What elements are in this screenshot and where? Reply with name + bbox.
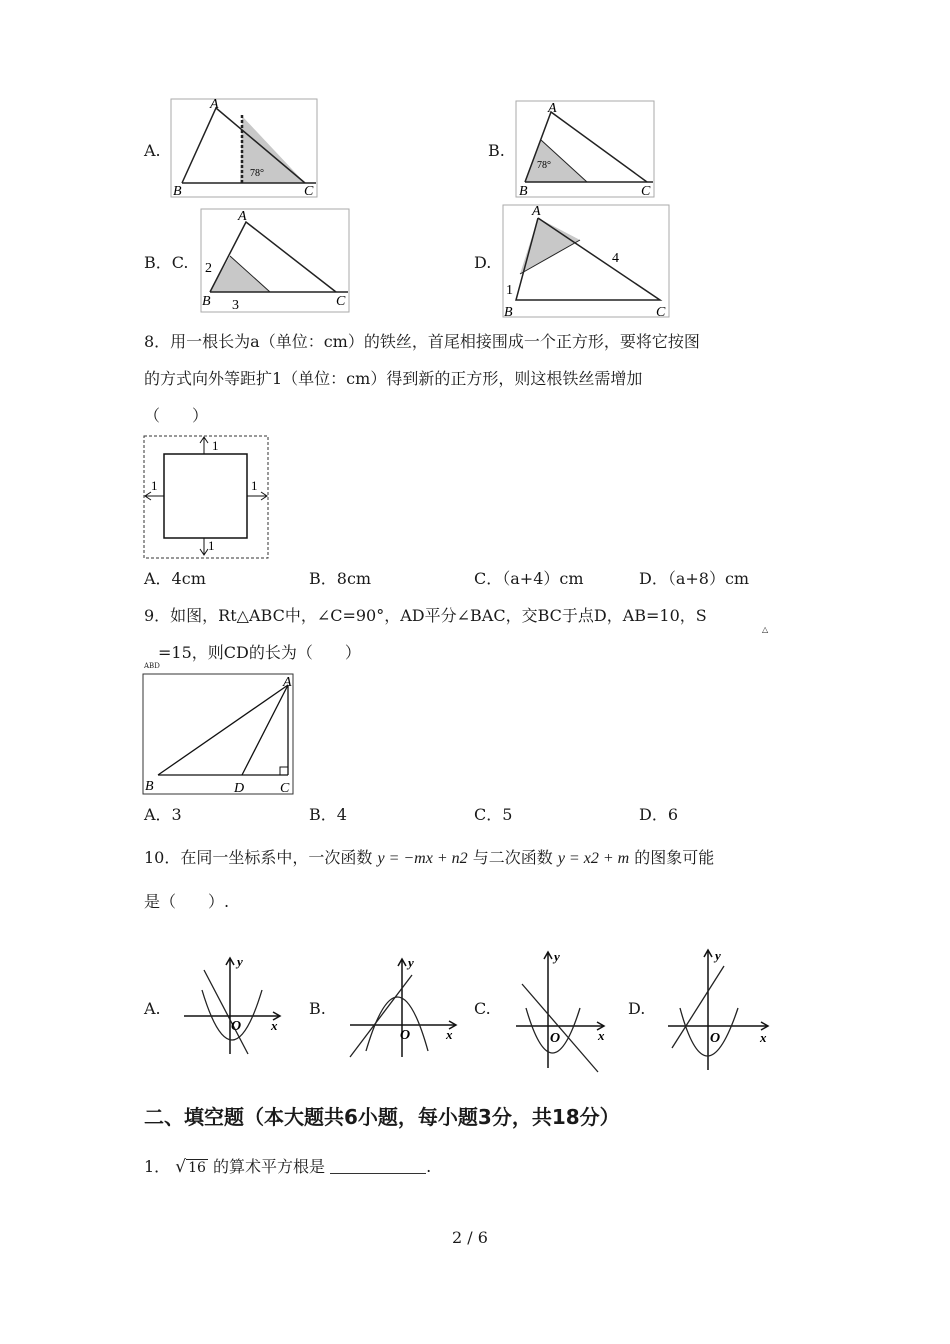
- q10d-axis-y: y: [715, 948, 721, 963]
- q10-graph-b: [344, 953, 462, 1065]
- q10-text-line1: [144, 850, 714, 867]
- q10-option-a-label: A.: [144, 999, 161, 1018]
- page-number: 2 / 6: [452, 1228, 488, 1247]
- q9-text-line2: =15，则CD的长为（ ）: [158, 643, 361, 662]
- q7c-side-2: 2: [205, 261, 212, 276]
- q7d-label-A: A: [532, 204, 541, 219]
- q9-option-c: C．5: [474, 805, 513, 824]
- q8-answer-paren: （ ）: [144, 406, 209, 425]
- fill1-sqrt: √ 16: [175, 1157, 206, 1177]
- q10c-axis-x: x: [598, 1028, 605, 1043]
- q9-label-D: D: [234, 781, 245, 795]
- q10b-origin: O: [400, 1028, 411, 1043]
- fill1-answer-blank[interactable]: [330, 1159, 426, 1174]
- q9-text-line1: 9．如图，Rt△ABC中，∠C=90°，AD平分∠BAC，交BC于点D，AB=10，S: [144, 606, 707, 625]
- q10c-origin: O: [550, 1031, 561, 1046]
- q10-option-d-label: D.: [628, 999, 646, 1018]
- q10-prefix: 10．在同一坐标系中，一次函数: [144, 848, 373, 867]
- q9-abd-sub: ABD: [144, 662, 160, 670]
- q7a-label-A: A: [210, 98, 219, 112]
- q9-label-C: C: [280, 781, 290, 795]
- q9-option-a: A．3: [144, 805, 182, 824]
- q10-graph-c: [512, 948, 622, 1076]
- q10a-axis-y: y: [237, 954, 243, 969]
- q7-option-d-label: D.: [474, 253, 492, 272]
- fill1-number: 1．: [144, 1157, 171, 1176]
- q7c-label-C: C: [336, 294, 346, 309]
- q7a-angle: 78°: [250, 168, 264, 179]
- q7b-label-B: B: [519, 184, 528, 198]
- q10-linear-function: y = −mx + n2: [377, 850, 468, 867]
- q7-figure-b: [515, 100, 655, 198]
- q7b-label-C: C: [641, 184, 651, 198]
- q9-figure-triangle: [142, 673, 294, 795]
- q10d-axis-x: x: [760, 1030, 767, 1045]
- fill1-question: [144, 1159, 431, 1176]
- q7c-label-A: A: [238, 209, 247, 224]
- q7-figure-c: [200, 208, 350, 313]
- fill1-radicand: 16: [188, 1160, 206, 1176]
- q7a-label-C: C: [304, 184, 314, 198]
- q7-option-b-label: B.: [488, 141, 505, 160]
- q9-label-B: B: [145, 779, 154, 794]
- q10-graph-a: [176, 950, 286, 1060]
- q8-label-left: 1: [151, 478, 158, 493]
- q8-option-a: A．4cm: [144, 569, 206, 588]
- q8-text-line2: 的方式向外等距扩1（单位：cm）得到新的正方形，则这根铁丝需增加: [144, 369, 643, 388]
- q9-triangle-sub: △: [762, 625, 769, 634]
- q7-figure-a: [170, 98, 318, 198]
- q7d-side-4: 4: [612, 251, 619, 266]
- q9-option-d: D．6: [639, 805, 679, 824]
- q7-option-a-label: A.: [144, 141, 161, 160]
- q8-text-line1: 8．用一根长为a（单位：cm）的铁丝，首尾相接围成一个正方形，要将它按图: [144, 332, 700, 351]
- q10-graph-d: [664, 944, 776, 1076]
- q10-quadratic-function: y = x2 + m: [557, 850, 630, 867]
- q10c-axis-y: y: [554, 949, 560, 964]
- q10a-origin: O: [231, 1019, 242, 1034]
- q10-option-c-label: C.: [474, 999, 491, 1018]
- section-heading-fill-in: 二、填空题（本大题共6小题，每小题3分，共18分）: [144, 1105, 620, 1129]
- q10-suffix: 的图象可能: [634, 848, 715, 867]
- q8-label-top: 1: [212, 438, 219, 453]
- q7b-label-A: A: [548, 101, 557, 116]
- q7d-label-C: C: [656, 305, 666, 318]
- q9-label-A: A: [283, 675, 292, 690]
- q8-figure-square: [142, 434, 270, 560]
- q10b-axis-y: y: [408, 955, 414, 970]
- q10a-axis-x: x: [271, 1018, 278, 1033]
- q7a-label-B: B: [173, 184, 182, 198]
- q7-figure-d: [502, 204, 670, 318]
- q10d-origin: O: [710, 1031, 721, 1046]
- q8-option-b: B．8cm: [309, 569, 372, 588]
- fill1-text: 的算术平方根是: [213, 1157, 326, 1176]
- fill1-end: .: [426, 1157, 432, 1176]
- q10-text-line2: 是（ ）.: [144, 892, 230, 911]
- q8-label-bottom: 1: [208, 538, 215, 553]
- q10-option-b-label: B.: [309, 999, 326, 1018]
- q8-option-d: D．（a+8）cm: [639, 569, 750, 588]
- q7b-angle: 78°: [537, 160, 551, 171]
- q8-label-right: 1: [251, 478, 258, 493]
- q8-option-c: C．（a+4）cm: [474, 569, 584, 588]
- q7-option-c-label: B．C.: [144, 253, 189, 272]
- q10-mid: 与二次函数: [472, 848, 553, 867]
- q7c-label-B: B: [202, 294, 211, 309]
- q10b-axis-x: x: [446, 1027, 453, 1042]
- q9-option-b: B．4: [309, 805, 347, 824]
- q7d-label-B: B: [504, 305, 513, 318]
- q7d-side-1: 1: [506, 283, 513, 298]
- q7c-side-3: 3: [232, 298, 239, 313]
